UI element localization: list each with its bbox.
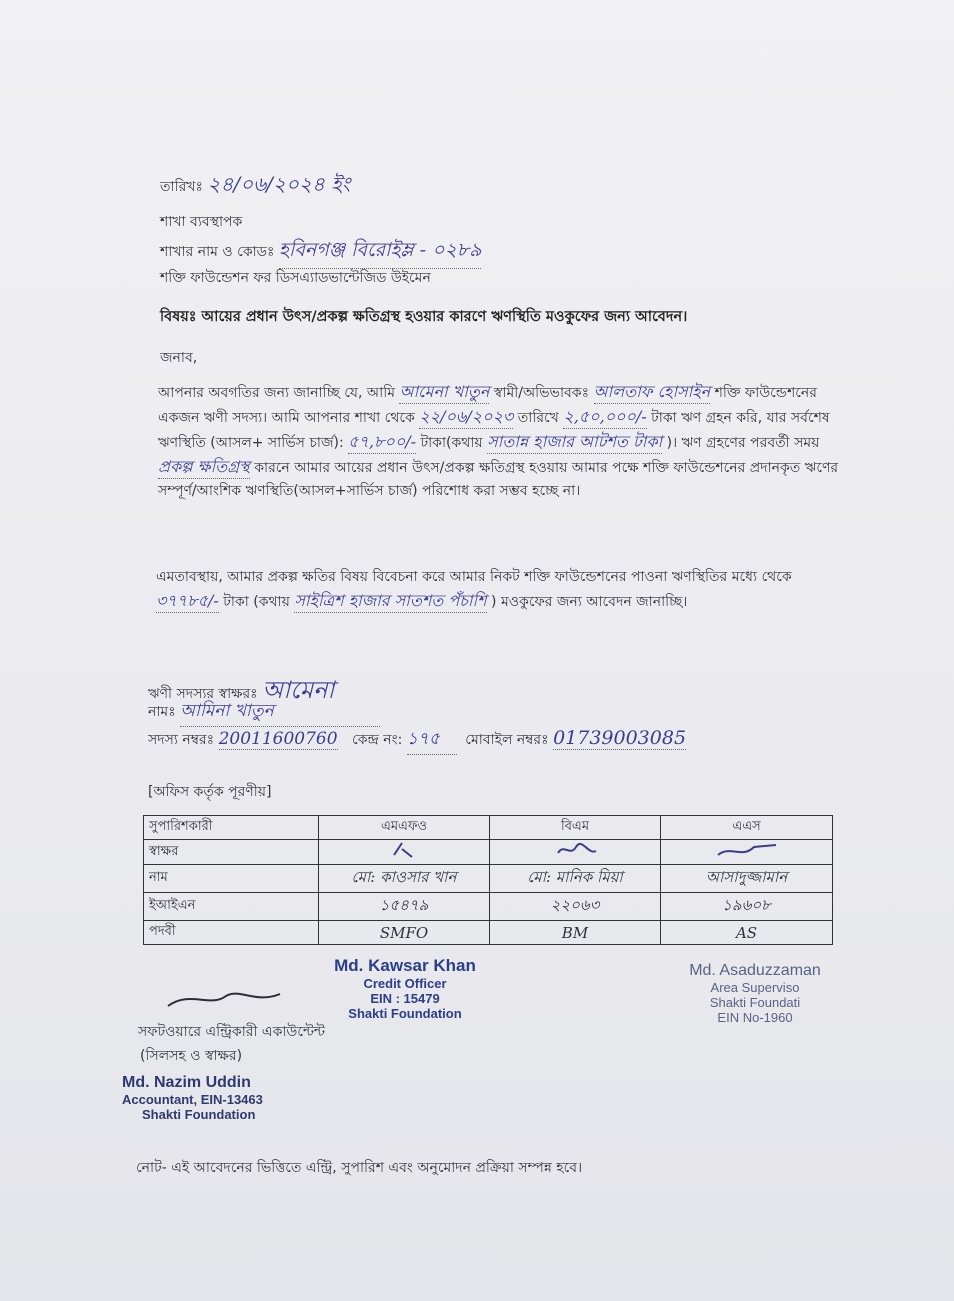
paragraph-2 (156, 566, 842, 614)
table-header-row (144, 816, 833, 840)
salutation: জনাব, (160, 350, 198, 366)
paragraph-1 (158, 380, 842, 503)
table-row (144, 893, 833, 921)
balance-written: ৫৭,৮০০/- (348, 430, 416, 454)
accountant-signature (160, 984, 290, 1014)
stamp-as-name: Md. Asaduzzaman (689, 962, 821, 979)
designation-as: AS (661, 921, 833, 945)
date-line (160, 170, 350, 203)
p1-text-4: তারিখে (517, 410, 559, 426)
office-use-label: [অফিস কর্তৃক পূরণীয়] (148, 784, 272, 800)
table-head-bm: বিএম (490, 816, 661, 840)
p1-text-8: কারনে আমার আয়ের প্রধান উৎস/প্রকল্প ক্ষতিগ্রস্থ হওয়ায় আমার পক্ষে শক্তি ফাউন্ডেশনের প্রদানকৃত ঋণের সম্পূর্ণ/আংশিক ঋণস্থিতি(আসল+সার্ভিস চার্জ) পরিশোধ করা সম্ভব হচ্ছে না। (158, 460, 839, 499)
name-mfo: মো: কাওসার খান (319, 865, 490, 893)
signature-mfo (319, 840, 490, 865)
member-sign-label: ঋণী সদস্যর স্বাক্ষরঃ (148, 686, 258, 702)
branch-value: হবিনগঞ্জ বিরোইম্ল - ০২৮৯ (279, 236, 482, 269)
guardian-written: আলতাফ হোসাইন (594, 380, 711, 404)
row-label-signature: স্বাক্ষর (144, 840, 319, 865)
stamp-as-org: Shakti Foundati (709, 995, 801, 1010)
member-signature: আমেনা (262, 676, 335, 704)
member-name-label: নামঃ (148, 704, 176, 720)
date-label: তারিখঃ (160, 179, 203, 195)
row-label-designation: পদবী (144, 921, 319, 945)
org-line: শক্তি ফাউন্ডেশন ফর ডিসএ্যাডভান্টেজিড উইমেন (160, 270, 431, 286)
table-row (144, 921, 833, 945)
accountant-sub: (সিলসহ ও স্বাক্ষর) (140, 1048, 243, 1064)
branch-label: শাখার নাম ও কোডঃ (160, 244, 275, 260)
p1-text-7: )। ঋণ গ্রহণের পরবর্তী সময় (666, 435, 820, 451)
reason-written: প্রকল্প ক্ষতিগ্রস্থ (158, 455, 250, 479)
p1-text-5: টাকা ঋণ গ্রহন করি, যার সর্বশেষ ঋণস্থিতি (আসল+ সার্ভিস চার্জ): (158, 410, 830, 451)
member-name-value: আমিনা খাতুন (180, 698, 380, 727)
waiver-words-written: সাইত্রিশ হাজার সাতশত পঁচাশি (294, 589, 486, 613)
member-name-line (148, 698, 380, 727)
stamp-area-supervisor (670, 962, 840, 1025)
signature-as (661, 840, 833, 865)
date-value: ২৪/০৬/২০২৪ ইং (207, 172, 351, 196)
stamp-mfo-ein: EIN : 15479 (370, 991, 440, 1006)
p1-text-1: আপনার অবগতির জন্য জানাচ্ছি যে, আমি (158, 385, 396, 401)
member-id-label: সদস্য নম্বরঃ (148, 732, 215, 748)
name-as: আসাদুজ্জামান (661, 865, 833, 893)
mobile-value: 01739003085 (553, 727, 687, 749)
stamp-as-ein: EIN No-1960 (717, 1010, 793, 1025)
table-head-as: এএস (661, 816, 833, 840)
center-label: কেন্দ্র নং: (352, 732, 403, 748)
stamp-mfo-title: Credit Officer (363, 976, 447, 991)
stamp-mfo-name: Md. Kawsar Khan (334, 956, 476, 975)
loan-amount-written: ২,৫০,০০০/- (563, 405, 646, 429)
designation-bm: BM (490, 921, 661, 945)
p1-text-6: টাকা(কথায় (420, 435, 483, 451)
p2-text-2: টাকা (কথায় (223, 594, 290, 610)
ein-bm: ২২০৬৩ (490, 893, 661, 921)
row-label-ein: ইআইএন (144, 893, 319, 921)
table-head-label: সুপারিশকারী (144, 816, 319, 840)
note-line: নোট- এই আবেদনের ভিত্তিতে এন্ট্রি, সুপারিশ এবং অনুমোদন প্রক্রিয়া সম্পন্ন হবে। (136, 1160, 583, 1176)
loan-date-written: ২২/০৬/২০২৩ (419, 405, 513, 429)
branch-line (160, 236, 481, 269)
designation-mfo: SMFO (319, 921, 490, 945)
p1-text-2: স্বামী/অভিভাবকঃ (493, 385, 590, 401)
center-value: ১৭৫ (407, 726, 457, 755)
accountant-role: সফটওয়ারে এন্ট্রিকারী একাউন্টেন্ট (138, 1024, 325, 1040)
stamp-credit-officer (300, 956, 510, 1021)
signature-bm (490, 840, 661, 865)
table-head-mfo: এমএফও (319, 816, 490, 840)
table-row (144, 865, 833, 893)
balance-words-written: সাতান্ন হাজার আটশত টাকা (487, 430, 662, 454)
stamp-acc-name: Md. Nazim Uddin (122, 1074, 251, 1091)
stamp-mfo-org: Shakti Foundation (348, 1006, 462, 1021)
mobile-label: মোবাইল নম্বরঃ (465, 732, 549, 748)
p2-text-3: ) মওকুফের জন্য আবেদন জানাচ্ছি। (491, 594, 688, 610)
recommendation-table (143, 815, 833, 945)
ein-mfo: ১৫৪৭৯ (319, 893, 490, 921)
stamp-accountant (122, 1074, 263, 1122)
stamp-acc-title: Accountant, EIN-13463 (122, 1092, 263, 1107)
member-id-line (148, 726, 686, 755)
manager-line: শাখা ব্যবস্থাপক (160, 214, 243, 230)
ein-as: ১৯৬০৮ (661, 893, 833, 921)
table-row (144, 840, 833, 865)
row-label-name: নাম (144, 865, 319, 893)
p2-text-1: এমতাবস্থায়, আমার প্রকল্প ক্ষতির বিষয় বিবেচনা করে আমার নিকট শক্তি ফাউন্ডেশনের পাওনা ঋণস্থিতির মধ্যে থেকে (156, 569, 792, 585)
waiver-amount-written: ৩৭৭৮৫/- (156, 589, 219, 613)
member-id-value: 20011600760 (218, 729, 338, 749)
member-name-written: আমেনা খাতুন (399, 380, 489, 404)
stamp-acc-org: Shakti Foundation (142, 1107, 256, 1122)
name-bm: মো: মানিক মিয়া (490, 865, 661, 893)
stamp-as-title: Area Superviso (710, 980, 800, 995)
p1-text-3: শক্তি ফাউন্ডেশনের একজন ঋণী সদস্য। আমি আপনার শাখা থেকে (158, 385, 817, 426)
subject-line: বিষয়ঃ আয়ের প্রধান উৎস/প্রকল্প ক্ষতিগ্রস্থ হওয়ার কারণে ঋণস্থিতি মওকুফের জন্য আবেদন। (160, 309, 688, 325)
